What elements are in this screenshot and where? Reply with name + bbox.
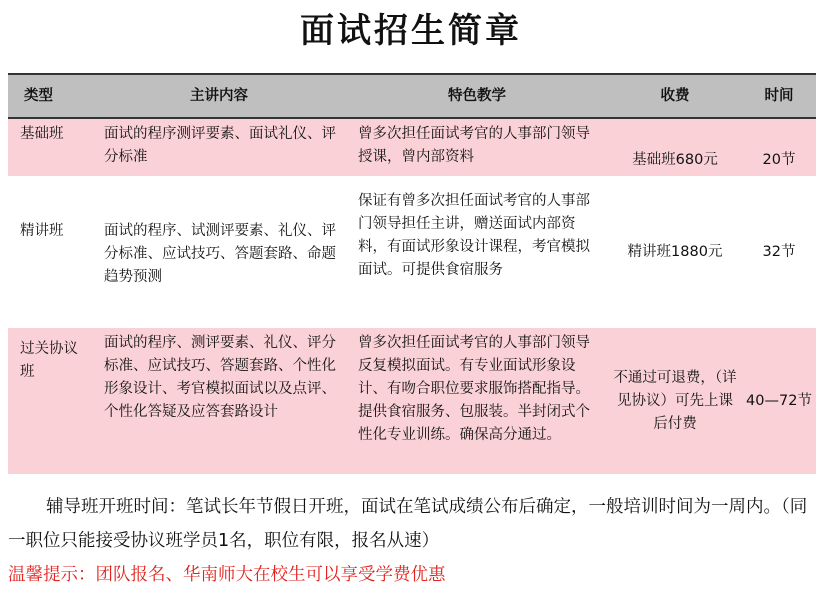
cell-feature: 曾多次担任面试考官的人事部门领导反复模拟面试。有专业面试形象设计、有吻合职位要求服饰搭配指导。提供食宿服务、包服装。半封闭式个性化专业训练。确保高分通过。 bbox=[358, 335, 590, 443]
cell-time: 32节 bbox=[762, 243, 796, 260]
enrollment-table bbox=[8, 73, 816, 476]
cell-time: 20节 bbox=[762, 152, 796, 168]
notes-section bbox=[8, 490, 814, 592]
cell-fee: 精讲班1880元 bbox=[627, 243, 723, 260]
tip-note: 温馨提示：团队报名、华南师大在校生可以享受学费优惠 bbox=[8, 565, 446, 585]
cell-content: 面试的程序、试测评要素、礼仪、评分标准、应试技巧、答题套路、命题趋势预测 bbox=[104, 223, 336, 285]
table-row bbox=[8, 178, 816, 328]
header-type: 类型 bbox=[24, 87, 53, 104]
cell-fee: 不通过可退费，（详见协议）可先上课后付费 bbox=[613, 369, 737, 432]
cell-type: 过关协议班 bbox=[20, 341, 78, 380]
schedule-note: 辅导班开班时间：笔试长年节假日开班，面试在笔试成绩公布后确定，一般培训时间为一周内。（同一职位只能接受协议班学员1名，职位有限，报名从速） bbox=[8, 497, 808, 551]
cell-feature: 保证有曾多次担任面试考官的人事部门领导担任主讲，赠送面试内部资料，有面试形象设计课程，考官模拟面试。可提供食宿服务 bbox=[358, 193, 590, 278]
header-time: 时间 bbox=[764, 87, 794, 104]
cell-type: 精讲班 bbox=[20, 223, 64, 239]
table-row bbox=[8, 328, 816, 476]
header-content: 主讲内容 bbox=[190, 87, 248, 104]
cell-content: 面试的程序、测评要素、礼仪、评分标准、应试技巧、答题套路、个性化形象设计、考官模拟面试以及点评、个性化答疑及应答套路设计 bbox=[104, 335, 336, 420]
cell-feature: 曾多次担任面试考官的人事部门领导授课，曾内部资料 bbox=[358, 126, 590, 165]
table-header bbox=[8, 73, 816, 119]
table-row bbox=[8, 119, 816, 178]
cell-type: 基础班 bbox=[20, 126, 64, 142]
header-feature: 特色教学 bbox=[448, 87, 506, 104]
header-fee: 收费 bbox=[660, 87, 690, 104]
cell-content: 面试的程序测评要素、面试礼仪、评分标准 bbox=[104, 126, 336, 165]
cell-time: 40—72节 bbox=[746, 392, 812, 409]
page-title: 面试招生简章 bbox=[300, 11, 522, 51]
cell-fee: 基础班680元 bbox=[632, 152, 718, 168]
